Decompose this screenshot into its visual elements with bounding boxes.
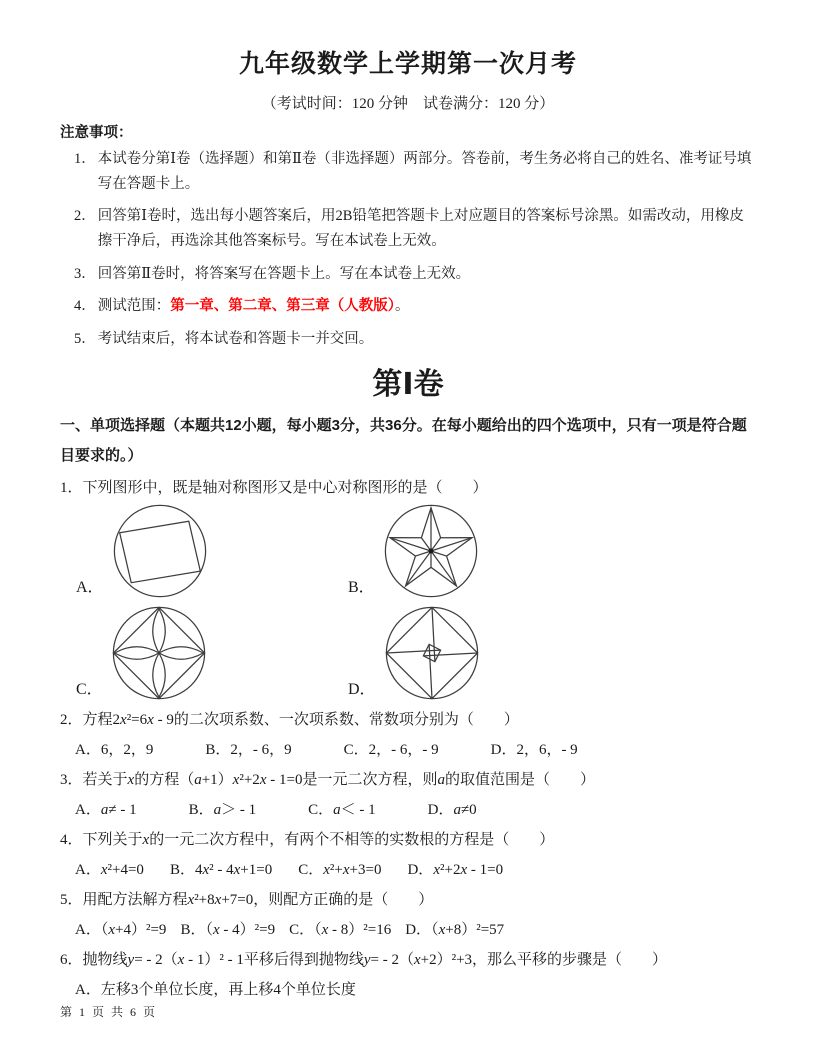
q4-option-c: C．x²+x+3=0 [298, 862, 382, 879]
notice-item-4 [74, 294, 756, 319]
q6-option-a: A．左移3个单位长度，再上移4个单位长度 [75, 982, 356, 999]
q5-option-d: D．（x+8）²=57 [405, 922, 505, 939]
notice-item-text: 回答第Ⅰ卷时，选出每小题答案后，用2B铅笔把答题卡上对应题目的答案标号涂黑。如需改动，用橡皮擦干净后，再选涂其他答案标号。写在本试卷上无效。 [97, 208, 744, 249]
question-3-block [60, 765, 756, 825]
q2-option-c: C．2，- 6，- 9 [343, 742, 439, 759]
figure-label-b: B． [348, 579, 375, 597]
q4-option-a: A．x²+4=0 [75, 862, 144, 879]
question-4-block [60, 825, 756, 885]
q5-option-b: B．（x - 4）²=9 [180, 922, 276, 939]
question-3-options [60, 795, 756, 825]
pinwheel-square-in-circle-figure [384, 605, 480, 701]
test-scope-highlight: 第一章、第二章、第三章（人教版） [170, 298, 395, 315]
test-scope-prefix: 测试范围： [97, 298, 171, 315]
question-2-block [60, 705, 756, 765]
exam-time-score-info: （考试时间：120 分钟 试卷满分：120 分） [261, 96, 555, 112]
question-5-text: 5．用配方法解方程x²+8x+7=0，则配方正确的是（ ） [60, 892, 434, 909]
parallelogram-in-circle-figure [112, 503, 208, 599]
notice-label: 注意事项： [60, 125, 133, 141]
notice-section [60, 121, 756, 351]
question-4-text: 4．下列关于x的一元二次方程中，有两个不相等的实数根的方程是（ ） [60, 832, 555, 849]
four-petal-flower-in-circle-figure [111, 605, 207, 701]
question-3-text: 3．若关于x的方程（a+1）x²+2x - 1=0是一元二次方程，则a的取值范围是（ ） [60, 772, 595, 789]
test-scope-suffix: 。 [395, 298, 410, 315]
section-1-heading: 第Ⅰ卷 [372, 368, 444, 402]
figure-label-c: C． [76, 681, 103, 699]
question-6-block [60, 945, 756, 1005]
q5-option-a: A．（x+4）²=9 [75, 922, 167, 939]
figure-label-a: A． [76, 579, 104, 597]
question-6-text: 6．抛物线y= - 2（x - 1）² - 1平移后得到抛物线y= - 2（x+2）²+3，那么平移的步骤是（ ） [60, 952, 668, 969]
q1-figure-option-d [348, 605, 756, 701]
q2-option-d: D．2，6，- 9 [490, 742, 578, 759]
q2-option-a: A．6，2，9 [75, 742, 154, 759]
question-5-options [60, 915, 756, 945]
question-2-options [60, 735, 756, 765]
q3-option-a: A．a≠ - 1 [75, 802, 137, 819]
figure-label-d: D． [348, 681, 376, 699]
notice-item-text [98, 294, 756, 319]
five-pointed-star-in-circle-figure [383, 503, 479, 599]
section-1-instructions: 一、单项选择题（本题共12小题，每小题3分，共36分。在每小题给出的四个选项中，只有一项是符合题目要求的。） [60, 417, 747, 465]
page-number: 第 1 页 共 6 页 [60, 1005, 158, 1019]
question-4-options [60, 855, 756, 885]
notice-item-2 [74, 204, 756, 253]
page-title: 九年级数学上学期第一次月考 [238, 50, 577, 78]
notice-item-5 [74, 327, 756, 352]
q1-figure-option-a [76, 503, 348, 599]
notice-item-number: 1． [74, 151, 96, 167]
question-1-text: 1．下列图形中，既是轴对称图形又是中心对称图形的是（ ） [60, 480, 488, 497]
notice-item-number: 5． [74, 330, 96, 347]
question-1-figures [60, 503, 756, 701]
q5-option-c: C．（x - 8）²=16 [289, 922, 392, 939]
q1-figure-option-b [348, 503, 756, 599]
notice-item-1 [74, 147, 756, 196]
notice-item-text: 本试卷分第Ⅰ卷（选择题）和第Ⅱ卷（非选择题）两部分。答卷前，考生务必将自己的姓名、准考证号填写在答题卡上。 [97, 151, 752, 192]
q3-option-d: D．a≠0 [427, 802, 477, 819]
question-5-block [60, 885, 756, 945]
q1-figure-option-c [76, 605, 348, 701]
notice-item-number: 2． [74, 208, 96, 225]
notice-item-3 [74, 262, 756, 287]
q4-option-b: B．4x² - 4x+1=0 [169, 862, 273, 879]
q3-option-b: B．a＞ - 1 [188, 802, 257, 819]
question-2-text: 2．方程2x²=6x - 9的二次项系数、一次项系数、常数项分别为（ ） [60, 712, 519, 729]
notice-item-text: 考试结束后，将本试卷和答题卡一并交回。 [97, 330, 374, 347]
notice-item-number: 3． [74, 265, 96, 282]
notice-list [60, 147, 756, 351]
q2-option-b: B．2，- 6，9 [205, 742, 292, 759]
notice-item-number: 4． [74, 298, 96, 315]
notice-item-text: 回答第Ⅱ卷时，将答案写在答题卡上。写在本试卷上无效。 [97, 265, 471, 282]
q4-option-d: D．x²+2x - 1=0 [407, 862, 504, 879]
q3-option-c: C．a＜ - 1 [308, 802, 376, 819]
